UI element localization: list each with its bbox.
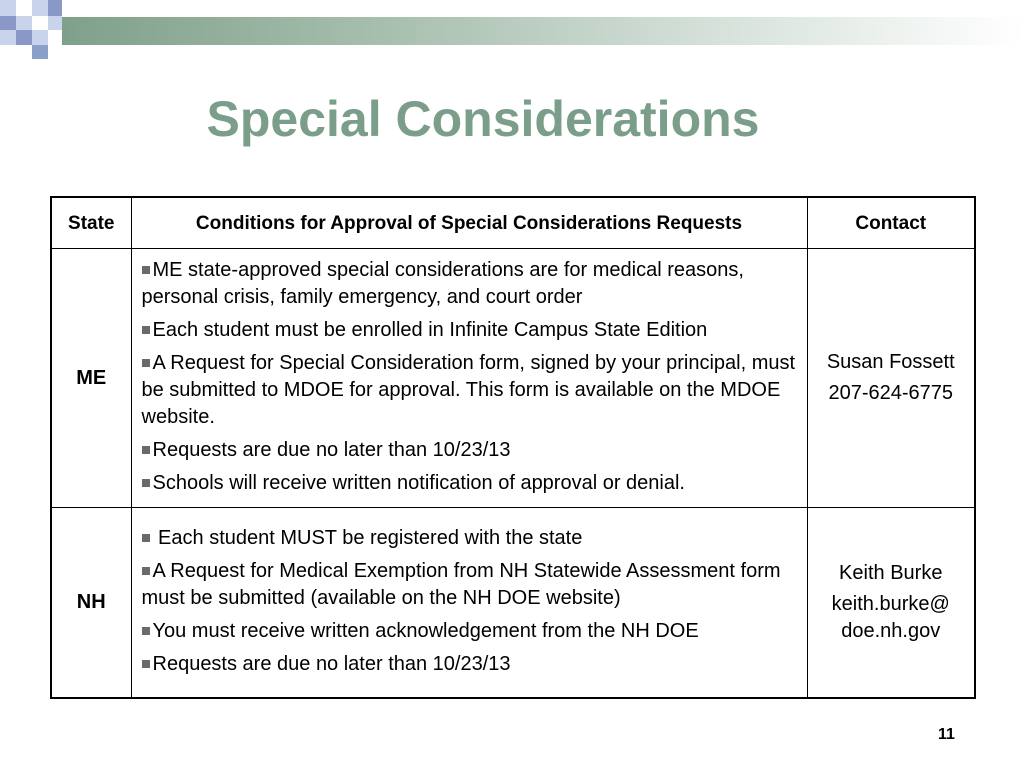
header-contact: Contact (807, 197, 975, 249)
square-bullet-icon (142, 446, 150, 454)
square-bullet-icon (142, 359, 150, 367)
condition-text: Requests are due no later than 10/23/13 (152, 439, 511, 461)
contact-name: Susan Fossett (826, 351, 955, 373)
condition-bullet (142, 437, 801, 464)
header-conditions: Conditions for Approval of Special Considerations Requests (131, 197, 807, 249)
condition-text: A Request for Medical Exemption from NH Statewide Assessment form must be submitted (available on the NH DOE website) (141, 559, 781, 609)
table-row-me (51, 249, 975, 508)
decor-square (48, 16, 62, 30)
table-row-nh (51, 508, 975, 698)
contact-name: Keith Burke (839, 561, 943, 584)
decor-square (32, 0, 48, 16)
decor-square (16, 0, 32, 16)
decor-square (0, 0, 16, 16)
condition-bullet (142, 618, 801, 645)
square-bullet-icon (142, 479, 150, 487)
header-state: State (51, 197, 131, 249)
state-cell: NH (51, 508, 131, 698)
condition-bullet (142, 651, 801, 678)
square-bullet-icon (142, 266, 150, 274)
table-header-row (51, 197, 975, 249)
condition-text: Requests are due no later than 10/23/13 (152, 652, 511, 675)
state-cell: ME (51, 249, 131, 508)
square-bullet-icon (142, 567, 150, 575)
condition-text: Each student must be enrolled in Infinite Campus State Edition (152, 319, 708, 341)
decor-square (48, 0, 62, 16)
contact-cell (807, 508, 975, 698)
decor-square (32, 30, 48, 45)
square-bullet-icon (142, 326, 150, 334)
decor-square (16, 30, 32, 45)
condition-bullet (142, 317, 801, 344)
condition-bullet (142, 257, 801, 311)
page-number: 11 (938, 726, 955, 743)
square-bullet-icon (142, 534, 150, 542)
square-bullet-icon (142, 660, 150, 668)
contact-email: keith.burke@ doe.nh.gov (831, 592, 950, 642)
condition-text: You must receive written acknowledgement from the NH DOE (152, 619, 699, 642)
decor-square (0, 30, 16, 45)
contact-cell (807, 249, 975, 508)
slide-title: Special Considerations (206, 91, 760, 147)
special-considerations-table (50, 196, 976, 699)
condition-text: Each student MUST be registered with the state (152, 526, 583, 549)
header-gradient-band (62, 17, 1024, 45)
condition-text: ME state-approved special considerations are for medical reasons, personal crisis, family emergency, and court order (141, 259, 744, 308)
conditions-cell (131, 249, 807, 508)
decor-square (32, 45, 48, 59)
condition-bullet (142, 350, 801, 431)
condition-bullet (142, 558, 801, 612)
square-bullet-icon (142, 627, 150, 635)
condition-text: A Request for Special Consideration form, signed by your principal, must be submitted to MDOE for approval. This form is available on the MDOE website. (141, 352, 796, 428)
decor-square (32, 16, 48, 30)
conditions-cell (131, 508, 807, 698)
condition-bullet (142, 470, 801, 497)
decor-square (0, 16, 16, 30)
condition-text: Schools will receive written notification of approval or denial. (152, 472, 685, 494)
contact-phone: 207-624-6775 (828, 382, 954, 404)
condition-bullet (142, 525, 801, 552)
decor-square (16, 16, 32, 30)
